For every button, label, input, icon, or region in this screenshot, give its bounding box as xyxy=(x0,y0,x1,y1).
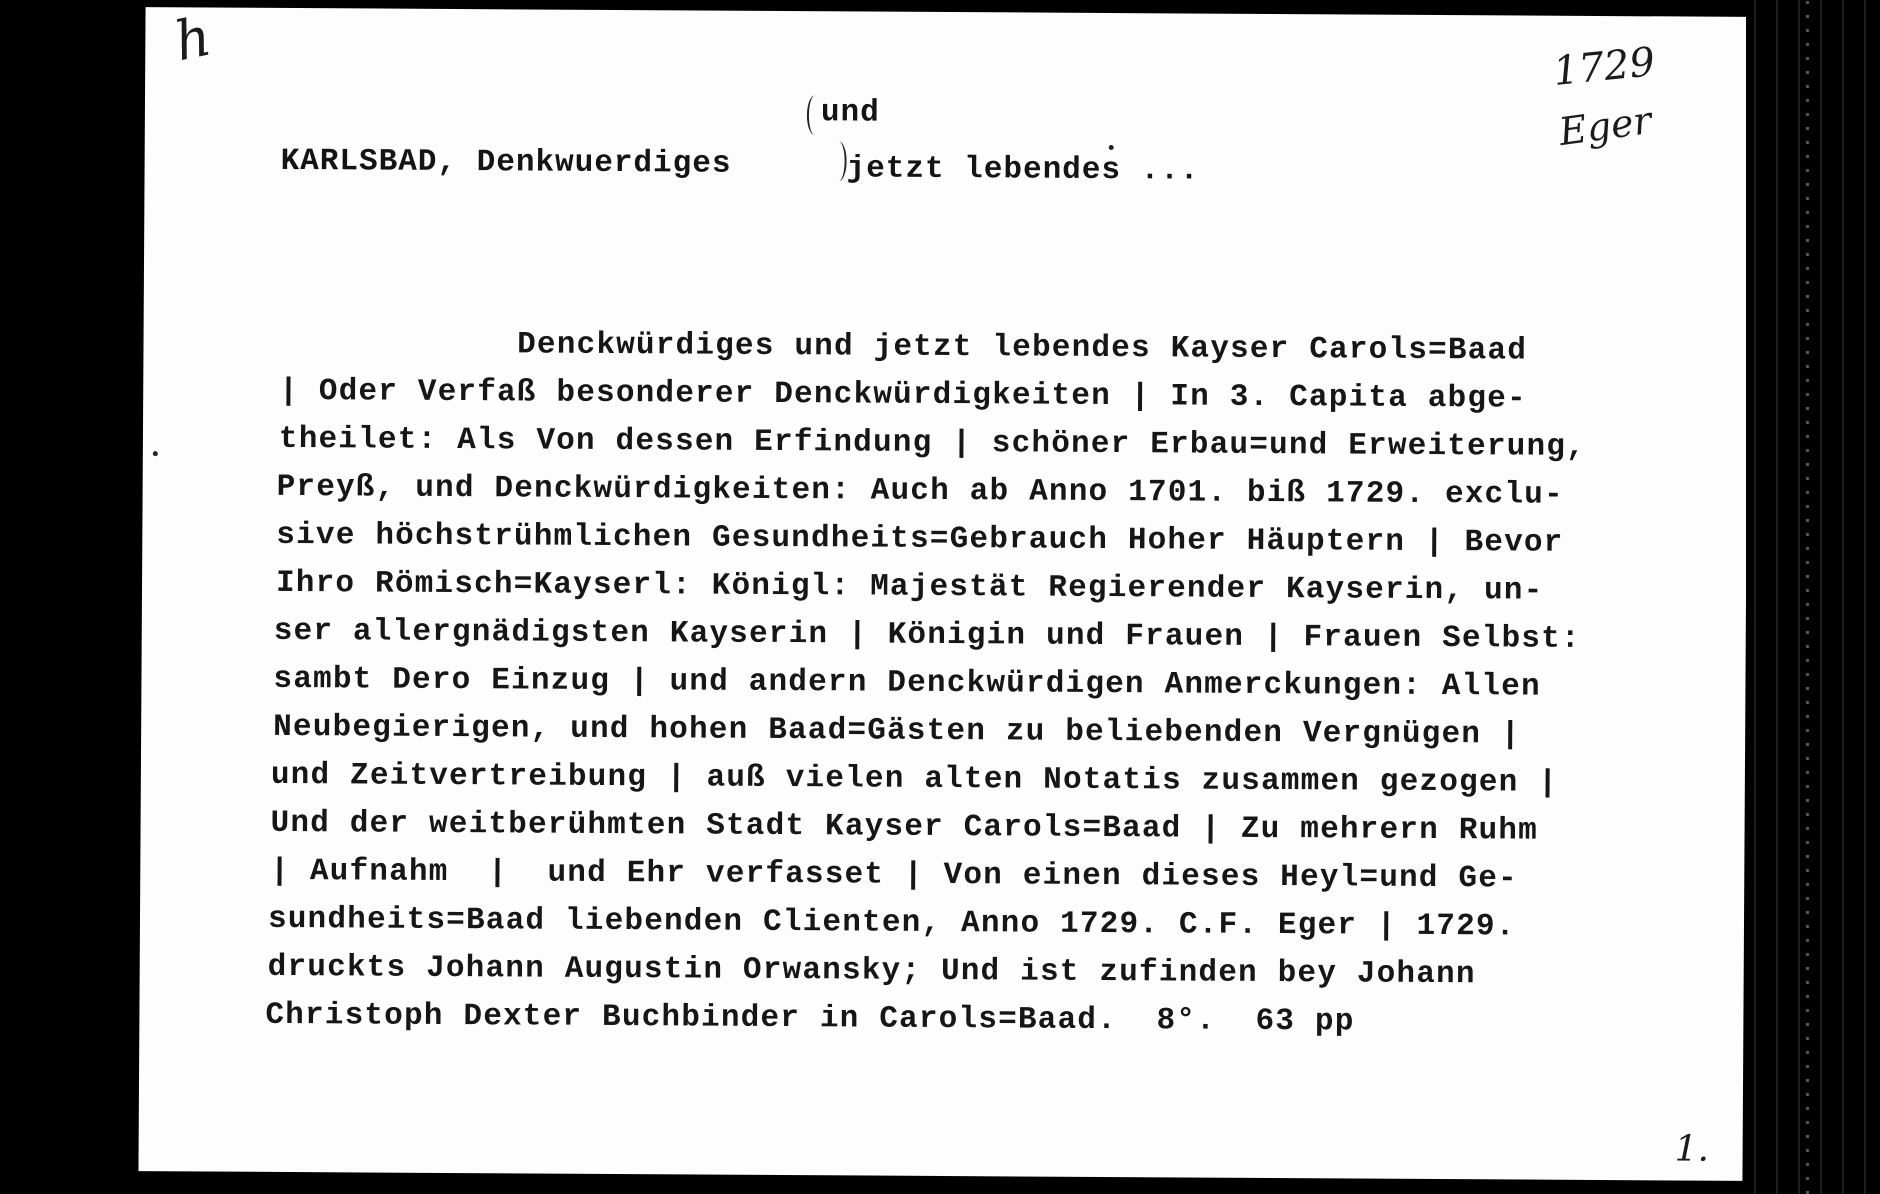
entry-line: Denckwürdiges und jetzt lebendes Kayser Carols=Baad xyxy=(279,325,1528,369)
corner-mark-top-left: h xyxy=(169,4,217,74)
entry-line: theilet: Als Von dessen Erfindung | schöner Erbau=und Erweiterung, xyxy=(278,421,1587,465)
ink-speck xyxy=(1109,145,1114,150)
insert-bracket-close xyxy=(831,141,847,181)
scan-edge xyxy=(1746,0,1880,1194)
entry-line: Neubegierigen, und hohen Baad=Gästen zu beliebenden Vergnügen | xyxy=(273,709,1521,753)
year-annotation: 1729 xyxy=(1551,39,1658,95)
entry-line: | Oder Verfaß besonderer Denckwürdigkeiten | In 3. Capita abge- xyxy=(279,373,1527,417)
card-number-mark: 1. xyxy=(1674,1128,1710,1170)
entry-line: und Zeitvertreibung | auß vielen alten Notatis zusammen gezogen | xyxy=(270,757,1559,801)
entry-line: sundheits=Baad liebenden Clienten, Anno 1729. C.F. Eger | 1729. xyxy=(267,901,1516,945)
place-annotation: Eger xyxy=(1556,98,1655,155)
heading-insert: und xyxy=(820,95,880,131)
insert-bracket-open xyxy=(807,95,823,135)
entry-line: | Aufnahm | und Ehr verfasset | Von einen dieses Heyl=und Ge- xyxy=(270,853,1518,897)
entry-line: Ihro Römisch=Kayserl: Königl: Majestät Regierender Kayserin, un- xyxy=(275,565,1544,609)
entry-line: Preyß, und Denckwürdigkeiten: Auch ab Anno 1701. biß 1729. exclu- xyxy=(276,469,1564,513)
ink-speck xyxy=(153,451,158,456)
catalog-card xyxy=(138,4,1749,1181)
entry-line: sive höchstrühmlichen Gesundheits=Gebrauch Hoher Häuptern | Bevor xyxy=(276,517,1564,561)
entry-line: druckts Johann Augustin Orwansky; Und ist zufinden bey Johann xyxy=(267,949,1476,993)
entry-line: Christoph Dexter Buchbinder in Carols=Baad. 8°. 63 pp xyxy=(265,997,1355,1040)
entry-line: ser allergnädigsten Kayserin | Königin und Frauen | Frauen Selbst: xyxy=(273,613,1581,657)
entry-line: sambt Dero Einzug | und andern Denckwürdigen Anmerckungen: Allen xyxy=(273,661,1541,705)
entry-line: Und der weitberühmten Stadt Kayser Carols=Baad | Zu mehrern Ruhm xyxy=(270,805,1539,849)
heading-title-end: jetzt lebendes ... xyxy=(846,151,1200,189)
heading-title-start: KARLSBAD, Denkwuerdiges xyxy=(280,143,732,182)
